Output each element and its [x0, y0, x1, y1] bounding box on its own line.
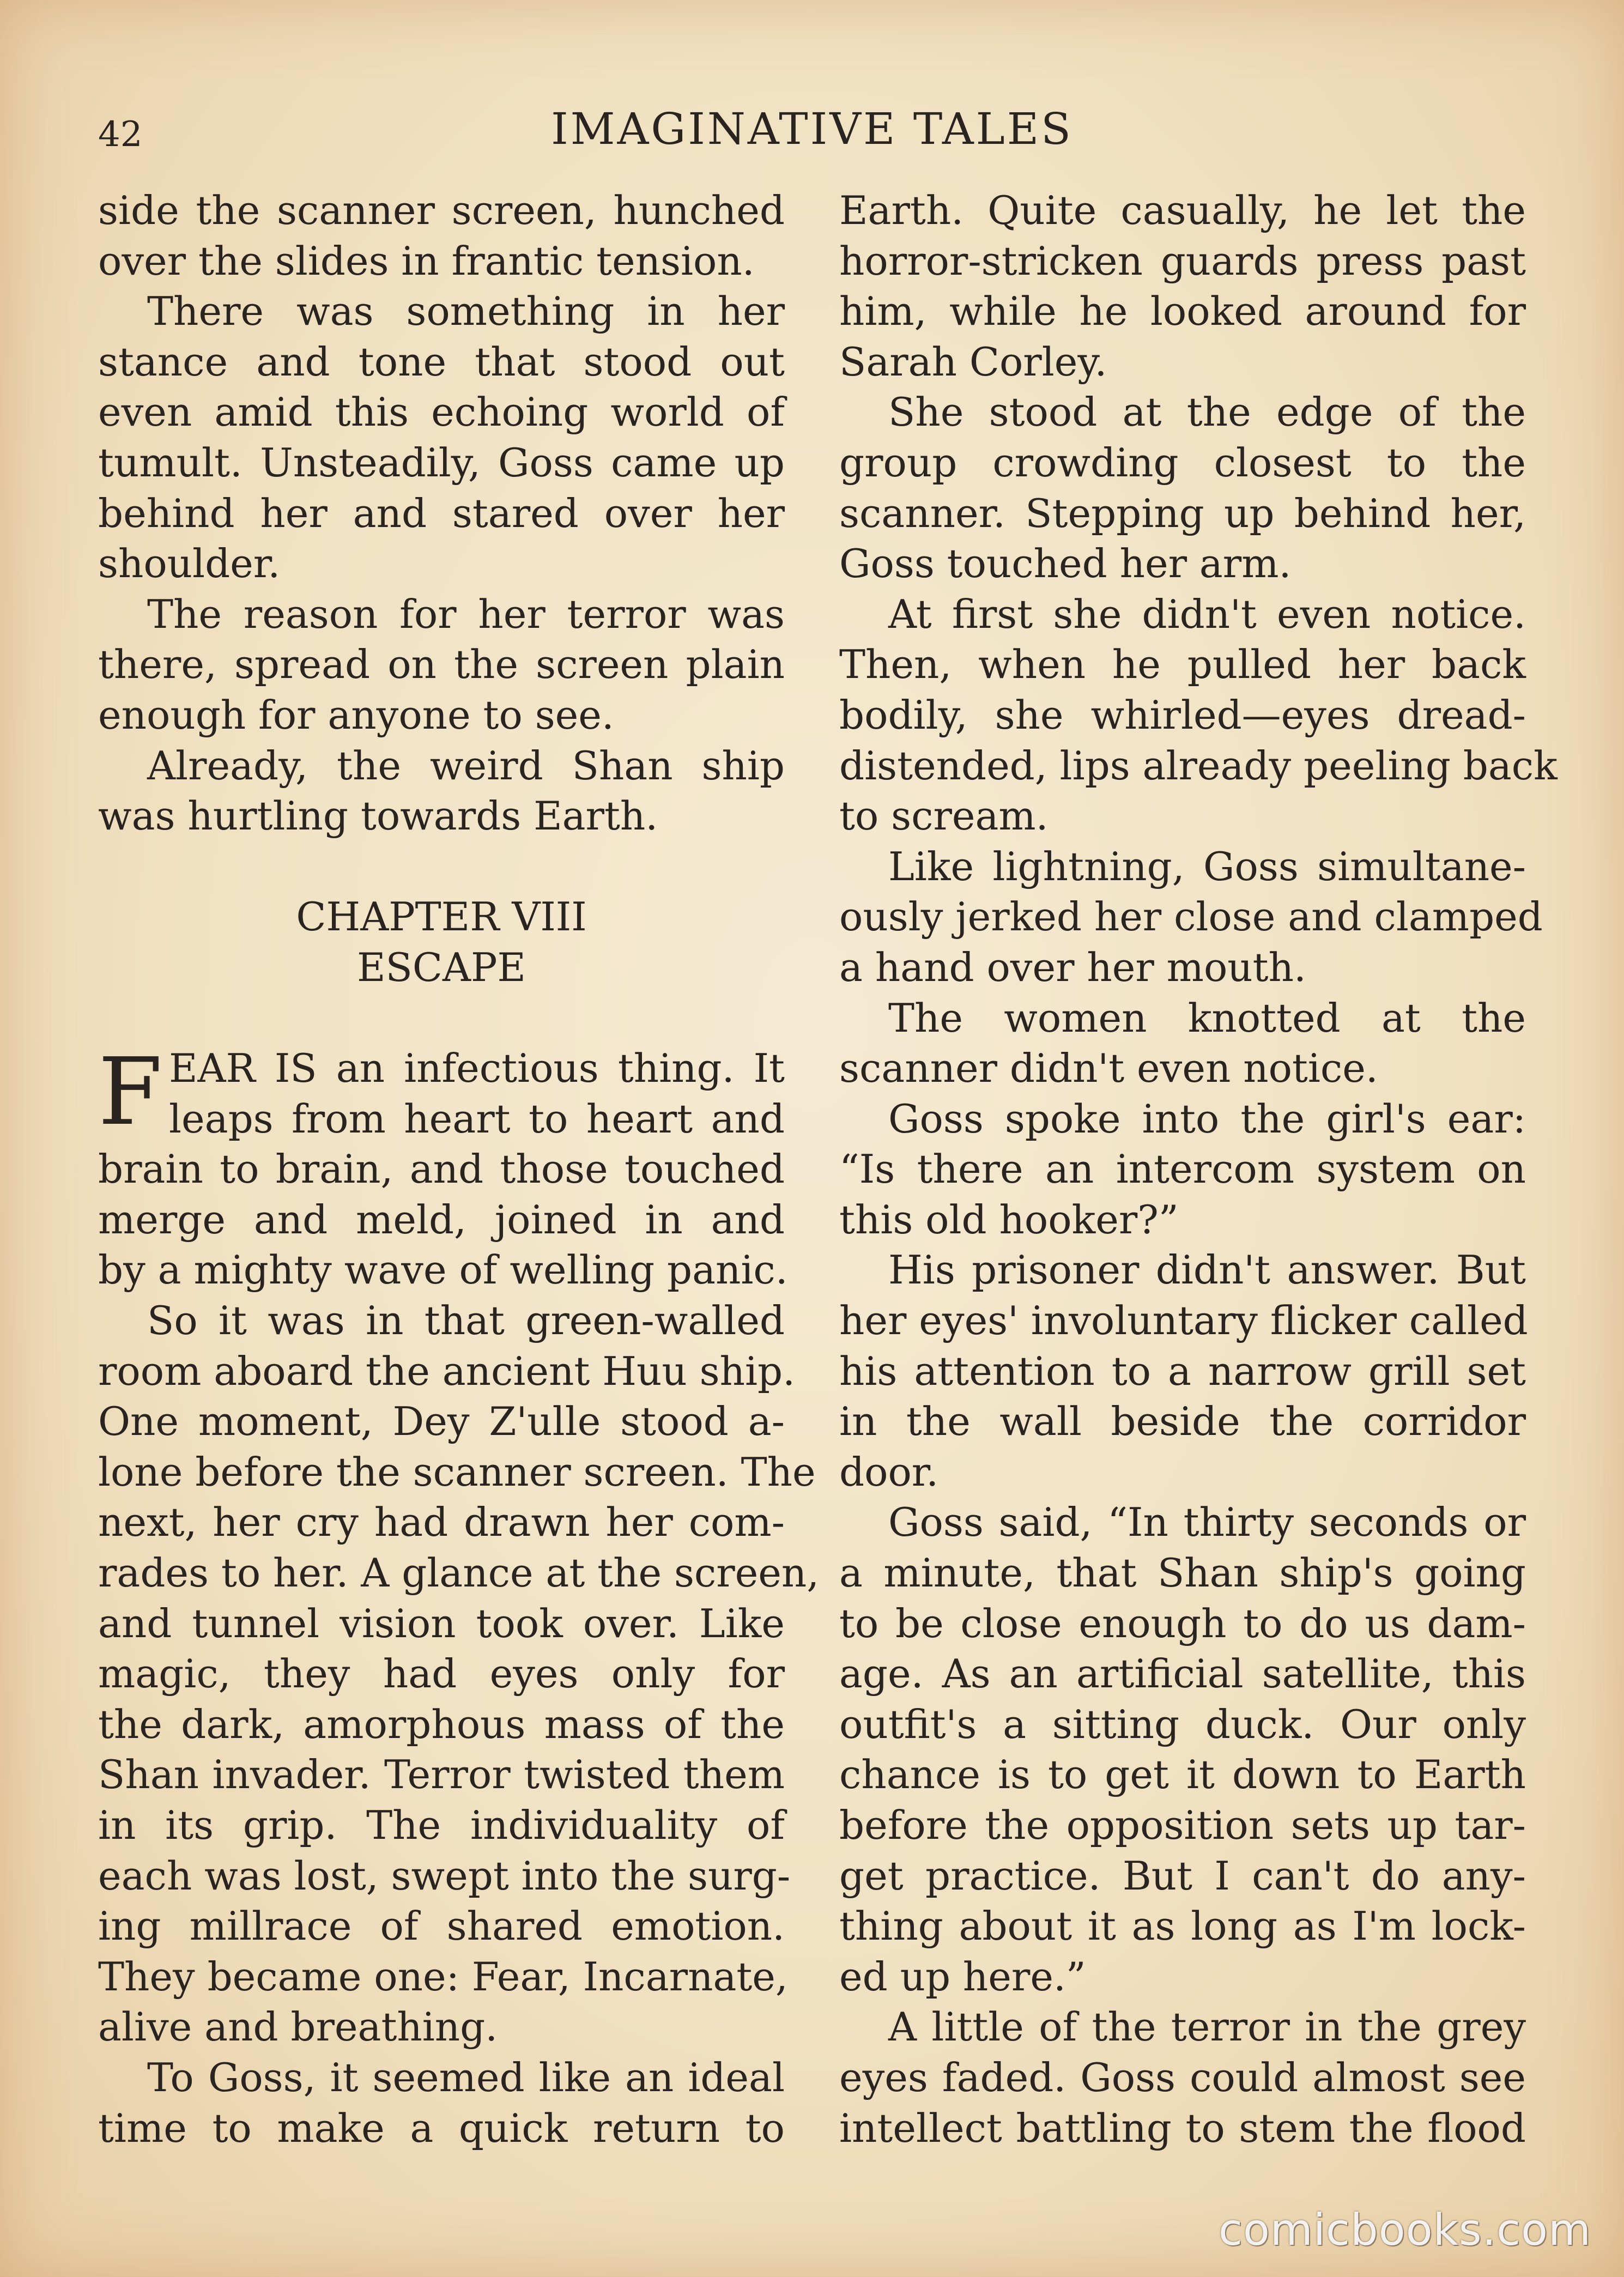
text-line: “Is there an intercom system on — [839, 1146, 1526, 1192]
text-line: There was something in her — [147, 288, 785, 335]
text-line: Goss said, “In thirty seconds or — [888, 1499, 1526, 1546]
text-line: Then, when he pulled her back — [839, 641, 1526, 688]
chapter-number: CHAPTER VIII — [296, 894, 587, 940]
text-line: group crowding closest to the — [839, 439, 1526, 486]
text-line: They became one: Fear, Incarnate, — [98, 1953, 788, 2000]
paragraph — [98, 2052, 785, 2153]
text-line: ously jerked her close and clamped — [839, 894, 1543, 940]
text-line: enough for anyone to see. — [98, 692, 614, 738]
text-line: even amid this echoing world of — [98, 389, 785, 435]
text-line: room aboard the ancient Huu ship. — [98, 1348, 795, 1394]
text-line: by a mighty wave of welling panic. — [98, 1247, 788, 1293]
text-line: to scream. — [839, 793, 1049, 839]
text-line: next, her cry had drawn her com- — [98, 1499, 785, 1546]
text-line: lone before the scanner screen. The — [98, 1449, 816, 1495]
text-line: before the opposition sets up tar- — [839, 1802, 1526, 1848]
text-line: tumult. Unsteadily, Goss came up — [98, 439, 785, 486]
text-line: him, while he looked around for — [839, 288, 1526, 335]
paragraph — [839, 387, 1526, 589]
paragraph — [839, 1094, 1526, 1245]
paragraph — [98, 286, 785, 589]
text-line: his attention to a narrow grill set — [839, 1348, 1526, 1394]
text-line: rades to her. A glance at the screen, — [98, 1550, 820, 1596]
text-line: EAR IS an infectious thing. It — [169, 1045, 785, 1092]
text-line: ed up here.” — [839, 1953, 1086, 2000]
text-line: A little of the terror in the grey — [888, 2004, 1526, 2050]
drop-cap: F — [98, 1038, 162, 1147]
left-column — [98, 185, 820, 2153]
text-line: scanner didn't even notice. — [839, 1045, 1378, 1092]
text-line: One moment, Dey Z'ulle stood a- — [98, 1398, 785, 1445]
text-line: in the wall beside the corridor — [839, 1398, 1526, 1445]
text-line: ing millrace of shared emotion. — [98, 1903, 785, 1949]
text-line: Goss touched her arm. — [839, 541, 1292, 587]
paragraph — [839, 589, 1558, 841]
text-line: over the slides in frantic tension. — [98, 238, 755, 284]
paragraph — [839, 841, 1543, 993]
text-line: Like lightning, Goss simultane- — [888, 843, 1526, 889]
text-line: eyes faded. Goss could almost see — [839, 2054, 1526, 2100]
text-line: thing about it as long as I'm lock- — [839, 1903, 1526, 1949]
paragraph — [839, 1497, 1526, 2002]
text-line: side the scanner screen, hunched — [98, 187, 785, 233]
paragraph — [98, 589, 785, 741]
text-line: and tunnel vision took over. Like — [98, 1600, 785, 1646]
paragraph — [839, 1245, 1526, 1497]
text-line: each was lost, swept into the surg- — [98, 1852, 791, 1899]
text-line: So it was in that green-walled — [147, 1298, 785, 1344]
text-line: age. As an artificial satellite, this — [839, 1651, 1526, 1697]
text-line: a minute, that Shan ship's going — [839, 1550, 1526, 1596]
text-line: bodily, she whirled—eyes dread- — [839, 692, 1526, 738]
text-line: The women knotted at the — [888, 995, 1526, 1041]
text-line: intellect battling to stem the flood — [839, 2105, 1526, 2151]
paragraph — [98, 741, 785, 841]
text-line: there, spread on the screen plain — [98, 641, 785, 688]
text-line: was hurtling towards Earth. — [98, 793, 658, 839]
text-line: She stood at the edge of the — [888, 389, 1526, 435]
text-line: The reason for her terror was — [147, 591, 785, 637]
text-line: magic, they had eyes only for — [98, 1651, 785, 1697]
text-line: distended, lips already peeling back — [839, 742, 1558, 789]
text-line: behind her and stared over her — [98, 490, 785, 536]
text-line: Goss spoke into the girl's ear: — [888, 1095, 1526, 1142]
right-column — [839, 185, 1558, 2153]
text-line: leaps from heart to heart and — [169, 1095, 785, 1142]
text-line: chance is to get it down to Earth — [839, 1752, 1526, 1798]
chapter-title: ESCAPE — [357, 944, 526, 990]
text-line: Sarah Corley. — [839, 338, 1107, 385]
paragraph — [839, 2002, 1526, 2153]
text-line: To Goss, it seemed like an ideal — [147, 2054, 785, 2100]
paragraph — [98, 185, 785, 286]
text-line: scanner. Stepping up behind her, — [839, 490, 1526, 536]
text-line: this old hooker?” — [839, 1196, 1179, 1243]
watermark: comicbooks.com — [1218, 2205, 1591, 2255]
text-line: Shan invader. Terror twisted them — [98, 1752, 785, 1798]
paragraph — [839, 185, 1526, 387]
page-number: 42 — [98, 114, 143, 155]
text-line: door. — [839, 1449, 939, 1495]
text-line: horror-stricken guards press past — [839, 238, 1526, 284]
text-line: shoulder. — [98, 541, 281, 587]
paragraph — [98, 1038, 788, 1295]
paragraph — [839, 993, 1526, 1094]
text-line: a hand over her mouth. — [839, 944, 1306, 990]
chapter-heading — [98, 892, 785, 992]
text-line: time to make a quick return to — [98, 2105, 785, 2151]
page-header — [0, 104, 1624, 163]
text-line: Earth. Quite casually, he let the — [839, 187, 1526, 233]
text-line: merge and meld, joined in and — [98, 1196, 785, 1243]
running-title: IMAGINATIVE TALES — [551, 104, 1073, 154]
text-line: the dark, amorphous mass of the — [98, 1701, 785, 1747]
text-line: brain to brain, and those touched — [98, 1146, 785, 1192]
text-line: her eyes' involuntary flicker called — [839, 1298, 1528, 1344]
text-line: alive and breathing. — [98, 2004, 498, 2050]
text-line: outfit's a sitting duck. Our only — [839, 1701, 1526, 1747]
text-line: get practice. But I can't do any- — [839, 1852, 1526, 1899]
text-line: Already, the weird Shan ship — [147, 742, 785, 789]
text-line: At first she didn't even notice. — [888, 591, 1526, 637]
text-line: in its grip. The individuality of — [98, 1802, 785, 1848]
text-line: stance and tone that stood out — [98, 338, 785, 385]
text-line: to be close enough to do us dam- — [839, 1600, 1526, 1646]
text-line: His prisoner didn't answer. But — [888, 1247, 1526, 1293]
paragraph — [98, 1295, 820, 2052]
